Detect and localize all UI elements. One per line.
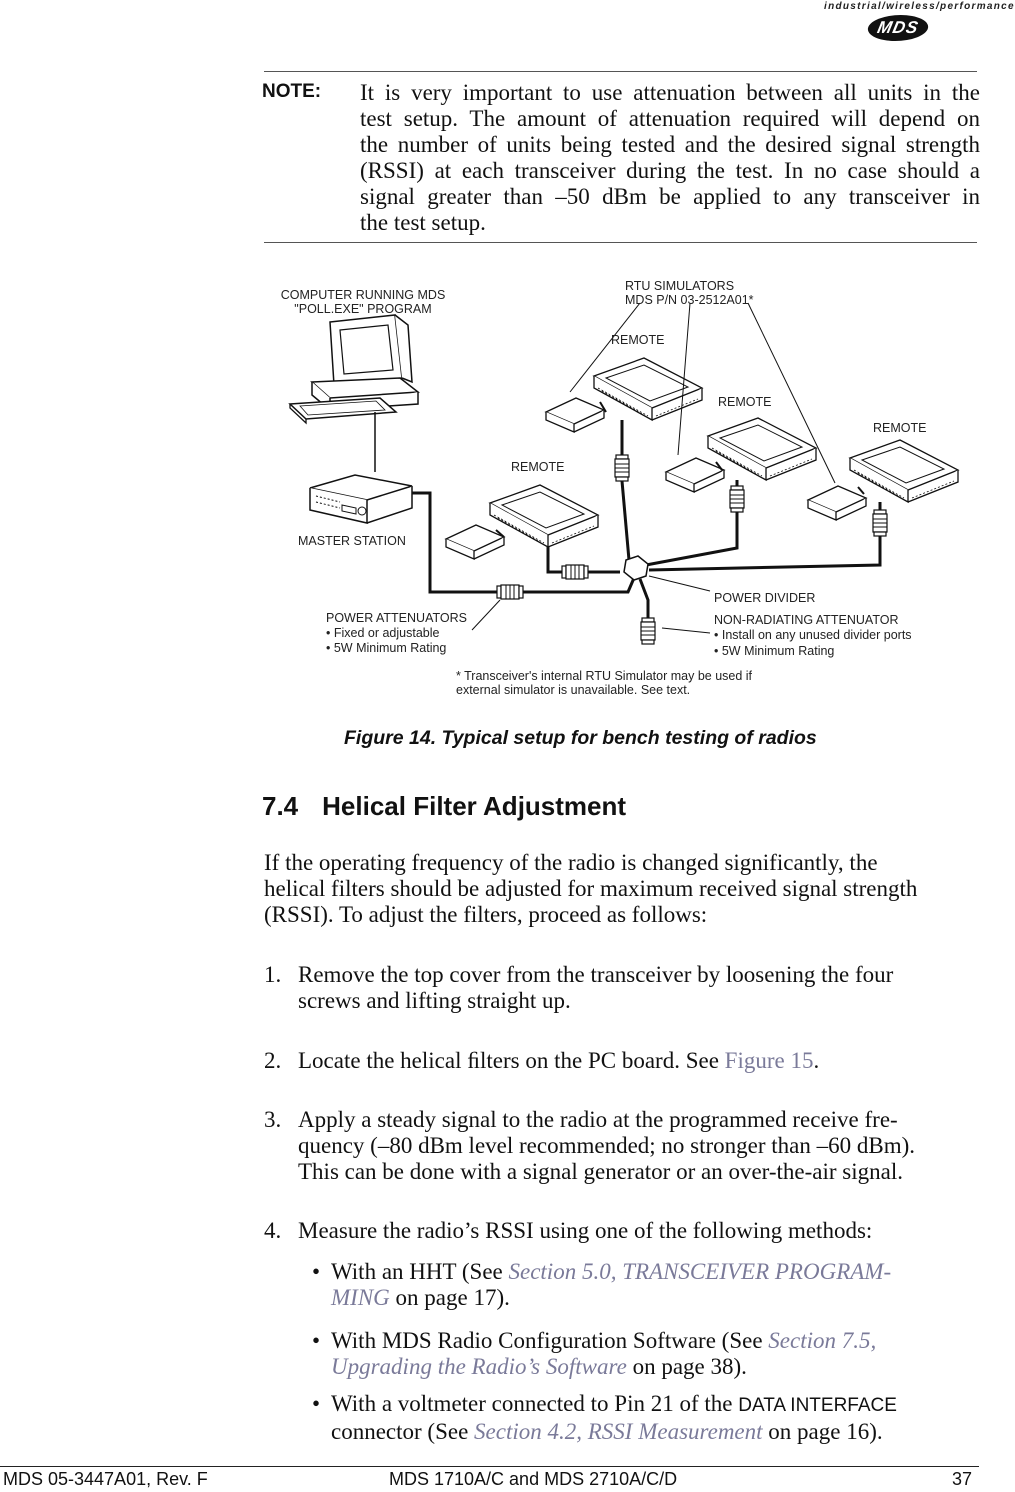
step-number: 4. [264,1218,282,1243]
label-rtu-2: MDS P/N 03-2512A01* [625,293,754,307]
step-number: 1. [264,962,282,987]
bullet-dot: • [312,1391,321,1416]
intro-line: (RSSI). To adjust the filters, proceed as follows: [264,902,708,927]
header-tagline: industrial/wireless/performance [824,1,1015,12]
note-line: (RSSI) at each transceiver during the test. In no case should a [360,158,980,183]
master-station-icon [310,475,412,523]
footer-page-number: 37 [952,1469,973,1489]
label-footnote-1: * Transceiver's internal RTU Simulator may be used if [456,669,753,683]
section-7-5-link[interactable]: Section 7.5, [768,1328,877,1353]
bullet-text-end: on page 16). [762,1419,883,1444]
label-nonrad-b2: • 5W Minimum Rating [714,644,835,658]
logo-text: MDS [875,18,921,37]
label-computer-1: COMPUTER RUNNING MDS [280,288,446,302]
note-line: It is very important to use attenuation between all units in the [360,80,980,105]
footer-product: MDS 1710A/C and MDS 2710A/C/D [389,1469,678,1489]
figure-caption: Figure 14. Typical setup for bench testing of radios [344,727,817,749]
intro-line: helical filters should be adjusted for maximum received signal strength [264,876,918,901]
section-heading [262,791,626,822]
step-4 [264,1218,979,1244]
intro-paragraph [264,850,979,928]
computer-icon [290,315,418,472]
step-line: Apply a steady signal to the radio at the programmed receive fre- [298,1107,898,1132]
step-1 [264,962,979,1014]
label-remote-top: REMOTE [611,333,665,347]
label-atten-b2: • 5W Minimum Rating [326,641,447,655]
section-5-link-cont[interactable]: MING [331,1285,390,1310]
step-line: screws and lifting straight up. [298,988,571,1013]
bullet-dot: • [312,1259,321,1284]
note-line: test setup. The amount of attenuation required will depend on [360,106,980,131]
footer-doc-number: MDS 05-3447A01, Rev. F [3,1469,208,1489]
bullet-2 [312,1328,972,1380]
step-text: Locate the helical ﬁlters on the PC board. See [298,1048,725,1073]
data-interface-term: DATA INTERFACE [738,1395,897,1416]
bullet-text: With an HHT (See [331,1259,509,1284]
section-4-2-link[interactable]: Section 4.2, RSSI Measurement [474,1419,763,1444]
label-remote-mid: REMOTE [718,395,772,409]
label-power-divider: POWER DIVIDER [714,591,816,605]
label-rtu-1: RTU SIMULATORS [625,279,735,293]
bullet-text: With MDS Radio Configuration Software (See [331,1328,769,1353]
bullet-text: connector (See [331,1419,475,1444]
note-label: NOTE: [262,81,322,102]
label-nonrad-title: NON-RADIATING ATTENUATOR [714,613,899,627]
step-number: 3. [264,1107,282,1132]
label-atten-b1: • Fixed or adjustable [326,626,440,640]
label-footnote-2: external simulator is unavailable. See text. [456,683,691,697]
note-line: the test setup. [360,210,486,235]
power-divider-icon [624,556,648,580]
bullet-text-end: on page 38). [626,1354,747,1379]
note-line: the number of units being tested and the desired signal strength [360,132,980,157]
bullet-3 [312,1391,972,1445]
bench-test-diagram [0,0,979,720]
step-line: This can be done with a signal generator or an over-the-air signal. [298,1159,903,1184]
figure-15-link[interactable]: Figure 15 [724,1048,814,1073]
step-line: Measure the radio’s RSSI using one of the following methods: [298,1218,873,1243]
footer-rule [0,1466,979,1467]
note-line: signal greater than –50 dBm be applied to any transceiver in [360,184,980,209]
section-5-link[interactable]: Section 5.0, TRANSCEIVER PROGRAM- [508,1259,892,1284]
bullet-1 [312,1259,972,1311]
section-7-5-link-cont[interactable]: Upgrading the Radio’s Software [331,1354,627,1379]
section-number: 7.4 [262,791,299,821]
label-atten-title: POWER ATTENUATORS [326,611,467,625]
label-nonrad-b1: • Install on any unused divider ports [714,628,912,642]
step-2 [264,1048,979,1074]
label-computer-2: "POLL.EXE" PROGRAM [294,302,432,316]
step-line: Remove the top cover from the transceiver by loosening the four [298,962,894,987]
section-title: Helical Filter Adjustment [322,791,627,821]
bullet-dot: • [312,1328,321,1353]
bullet-text-end: on page 17). [389,1285,510,1310]
step-3 [264,1107,979,1185]
intro-line: If the operating frequency of the radio is changed significantly, the [264,850,878,875]
bullet-text: With a voltmeter connected to Pin 21 of the [331,1391,739,1416]
step-number: 2. [264,1048,282,1073]
label-remote-right: REMOTE [873,421,927,435]
step-line: quency (–80 dBm level recommended; no stronger than –60 dBm). [298,1133,916,1158]
label-master: MASTER STATION [298,534,406,548]
step-text-end: . [813,1048,820,1073]
label-remote-left: REMOTE [511,460,565,474]
